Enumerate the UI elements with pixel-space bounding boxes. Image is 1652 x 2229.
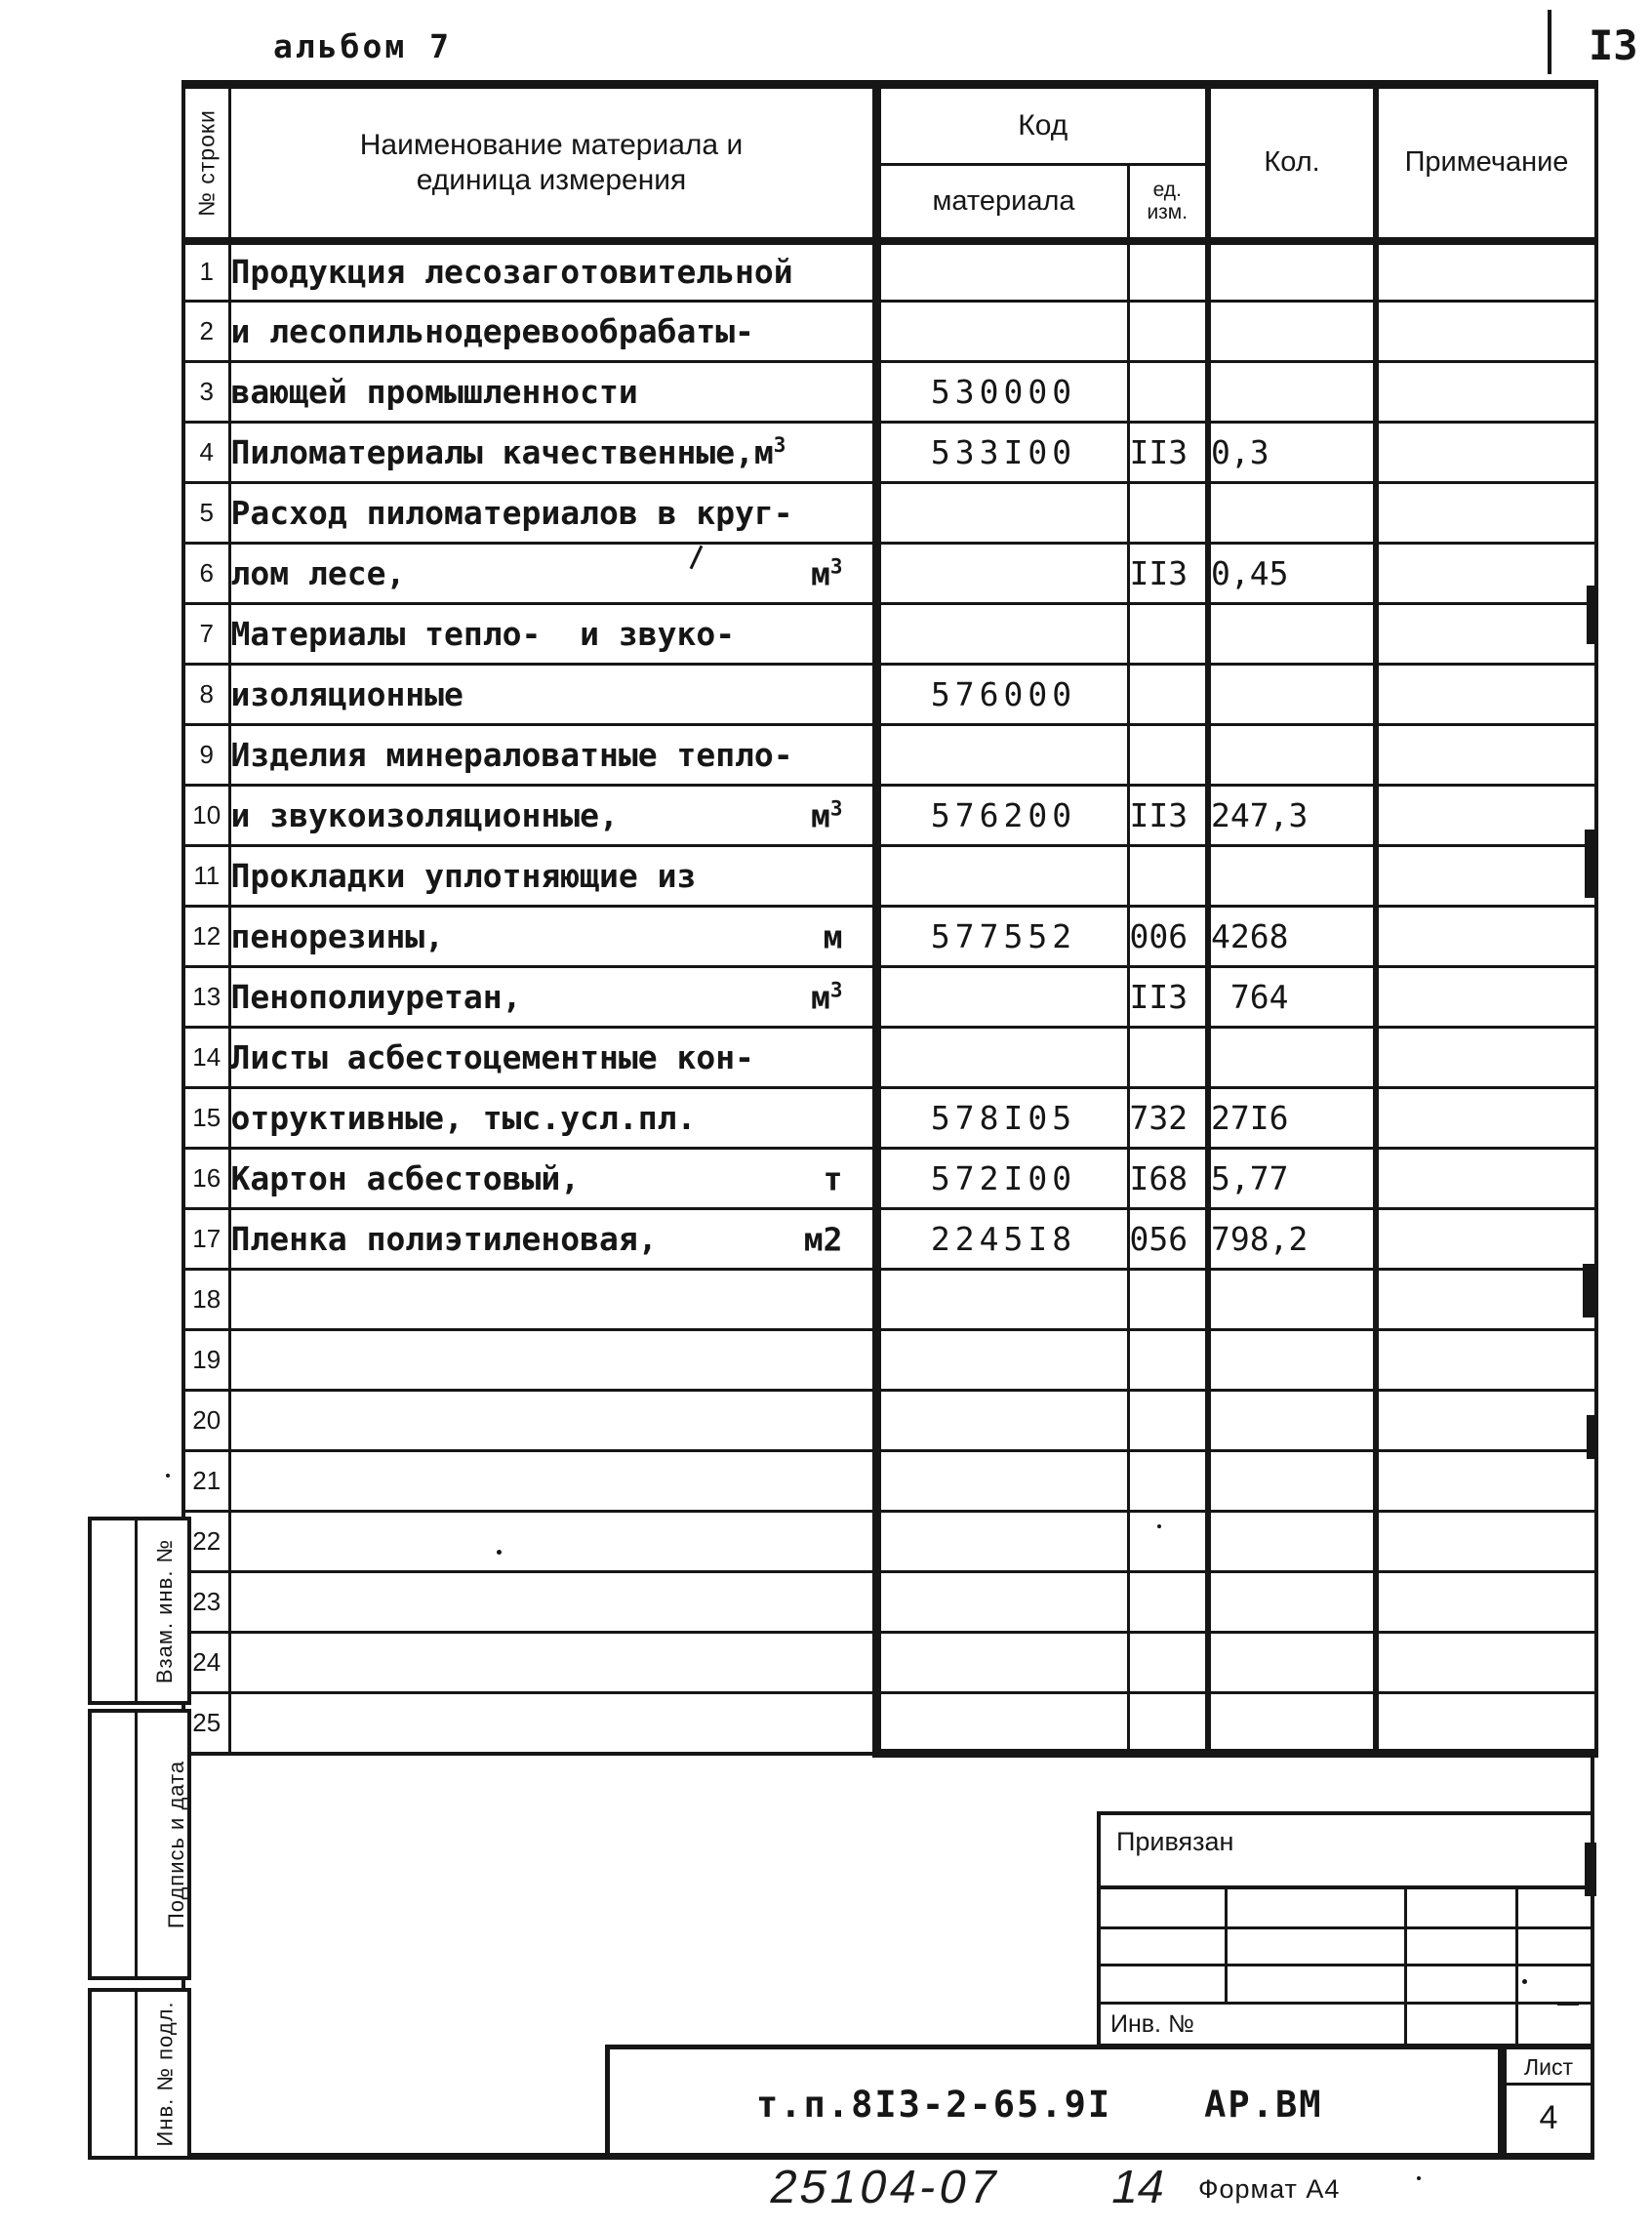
material-code	[876, 725, 1128, 786]
row-number: 14	[183, 1028, 229, 1088]
header-qty: Кол.	[1208, 85, 1376, 241]
note-cell	[1376, 1088, 1596, 1149]
material-name	[229, 1451, 876, 1512]
note-cell	[1376, 1149, 1596, 1209]
material-name: вающей промышленности	[229, 362, 876, 423]
quantity	[1208, 1451, 1376, 1512]
quantity	[1208, 1572, 1376, 1633]
unit-code	[1128, 1028, 1208, 1088]
material-name: отруктивные, тыс.усл.пл.	[229, 1088, 876, 1149]
header-material-name-line2: единица измерения	[416, 163, 687, 196]
page-number-tick	[1548, 10, 1551, 74]
material-name: Прокладки уплотняющие из	[229, 846, 876, 907]
row-number: 12	[183, 907, 229, 967]
row-number: 25	[183, 1693, 229, 1754]
header-row-no	[183, 85, 229, 241]
unit-code: II3	[1128, 544, 1208, 604]
quantity	[1208, 1270, 1376, 1330]
binding-cell	[1101, 1926, 1225, 1964]
quantity	[1208, 362, 1376, 423]
note-cell	[1376, 1209, 1596, 1270]
material-name: Расход пиломатериалов в круг-	[229, 483, 876, 544]
table-row	[183, 604, 1596, 665]
material-name	[229, 1633, 876, 1693]
row-number: 10	[183, 786, 229, 846]
note-cell	[1376, 1633, 1596, 1693]
quantity: 764	[1208, 967, 1376, 1028]
note-cell	[1376, 1270, 1596, 1330]
quantity	[1208, 846, 1376, 907]
row-number: 16	[183, 1149, 229, 1209]
quantity: 4268	[1208, 907, 1376, 967]
binding-cell	[1404, 2002, 1515, 2044]
material-name: Картон асбестовый, т	[229, 1149, 876, 1209]
quantity	[1208, 665, 1376, 725]
material-unit: $м^3$	[810, 978, 843, 1016]
material-code	[876, 544, 1128, 604]
binding-cell	[1515, 1926, 1591, 1964]
row-number: 2	[183, 302, 229, 362]
handwritten-sheet: 14	[1107, 2162, 1171, 2213]
table-row	[183, 1391, 1596, 1451]
binding-cell	[1225, 1889, 1404, 1926]
material-name	[229, 1693, 876, 1754]
note-cell	[1376, 967, 1596, 1028]
scan-dot	[1522, 1979, 1527, 1984]
table-row	[183, 483, 1596, 544]
unit-code	[1128, 483, 1208, 544]
table-row	[183, 1149, 1596, 1209]
material-name: Изделия минераловатные тепло-	[229, 725, 876, 786]
quantity	[1208, 483, 1376, 544]
quantity: 5,77	[1208, 1149, 1376, 1209]
unit-code: II3	[1128, 967, 1208, 1028]
table-body	[183, 241, 1596, 1754]
note-cell	[1376, 846, 1596, 907]
table-row	[183, 907, 1596, 967]
note-cell	[1376, 423, 1596, 483]
scan-mark	[1557, 2003, 1579, 2006]
header-unit-line2: изм.	[1147, 201, 1189, 224]
row-number: 13	[183, 967, 229, 1028]
quantity: 27I6	[1208, 1088, 1376, 1149]
material-code	[876, 1028, 1128, 1088]
material-code	[876, 1693, 1128, 1754]
quantity	[1208, 302, 1376, 362]
quantity	[1208, 725, 1376, 786]
unit-code	[1128, 362, 1208, 423]
unit-code	[1128, 1572, 1208, 1633]
unit-code	[1128, 1391, 1208, 1451]
binding-cell	[1404, 1964, 1515, 2002]
table-row	[183, 967, 1596, 1028]
row-number: 22	[183, 1512, 229, 1572]
sheet-label: Лист	[1507, 2049, 1591, 2086]
binding-cell	[1515, 2002, 1591, 2044]
row-number: 3	[183, 362, 229, 423]
unit-code: II3	[1128, 786, 1208, 846]
table-row	[183, 1330, 1596, 1391]
quantity	[1208, 1512, 1376, 1572]
sheet-box	[1503, 2046, 1594, 2160]
material-code: 578I05	[876, 1088, 1128, 1149]
unit-code	[1128, 1633, 1208, 1693]
unit-code	[1128, 1693, 1208, 1754]
table-row	[183, 1512, 1596, 1572]
material-unit: т	[823, 1159, 843, 1197]
unit-code	[1128, 1512, 1208, 1572]
quantity	[1208, 241, 1376, 302]
material-code: 576000	[876, 665, 1128, 725]
note-cell	[1376, 1330, 1596, 1391]
note-cell	[1376, 1391, 1596, 1451]
material-name	[229, 1270, 876, 1330]
note-cell	[1376, 786, 1596, 846]
material-name: пенорезины, м	[229, 907, 876, 967]
quantity: 0,45	[1208, 544, 1376, 604]
material-code	[876, 1572, 1128, 1633]
material-code	[876, 1391, 1128, 1451]
row-number: 19	[183, 1330, 229, 1391]
materials-table	[181, 80, 1598, 1758]
table-header	[183, 85, 1596, 241]
material-name: изоляционные	[229, 665, 876, 725]
stamp-signature-date-label: Подпись и дата	[164, 1760, 189, 1929]
material-code	[876, 967, 1128, 1028]
unit-code	[1128, 665, 1208, 725]
note-cell	[1376, 725, 1596, 786]
material-code	[876, 1330, 1128, 1391]
material-unit: м	[823, 917, 843, 955]
table-row	[183, 1270, 1596, 1330]
unit-code	[1128, 1270, 1208, 1330]
unit-code: 732	[1128, 1088, 1208, 1149]
material-unit: м2	[803, 1220, 843, 1258]
material-name: Пиломатериалы $качественные,м^3$	[229, 423, 876, 483]
material-name: Листы асбестоцементные кон-	[229, 1028, 876, 1088]
scan-dot	[166, 1474, 170, 1478]
scan-mark	[1587, 1415, 1596, 1459]
header-note: Примечание	[1376, 85, 1596, 241]
material-code	[876, 241, 1128, 302]
binding-cell	[1225, 1926, 1404, 1964]
table-row	[183, 1028, 1596, 1088]
row-number: 11	[183, 846, 229, 907]
table-row	[183, 1451, 1596, 1512]
scan-dot	[1417, 2176, 1421, 2180]
material-unit: $м^3$	[810, 554, 843, 592]
scan-mark	[1583, 1264, 1595, 1317]
material-code: 577552	[876, 907, 1128, 967]
material-code	[876, 302, 1128, 362]
unit-code	[1128, 1451, 1208, 1512]
quantity	[1208, 604, 1376, 665]
stamp-original-inventory	[88, 1988, 191, 2160]
binding-cell	[1101, 1889, 1225, 1926]
row-number: 17	[183, 1209, 229, 1270]
scan-dot	[1157, 1524, 1161, 1528]
table-row	[183, 362, 1596, 423]
table-row	[183, 1572, 1596, 1633]
material-name	[229, 1391, 876, 1451]
material-name: и звукоизоляционные, $м^3$	[229, 786, 876, 846]
unit-code	[1128, 302, 1208, 362]
unit-code	[1128, 241, 1208, 302]
stamp-divider	[135, 1713, 138, 1976]
scan-mark	[1585, 1843, 1596, 1896]
table-row	[183, 1633, 1596, 1693]
material-code: 2245I8	[876, 1209, 1128, 1270]
binding-cell	[1225, 1964, 1404, 2002]
page-number: I3	[1589, 21, 1638, 69]
row-number: 5	[183, 483, 229, 544]
stamp-original-inventory-label: Инв. № подл.	[152, 2001, 178, 2147]
material-name: Продукция лесозаготовительной	[229, 241, 876, 302]
material-code	[876, 1270, 1128, 1330]
material-code	[876, 483, 1128, 544]
binding-grid	[1101, 1889, 1591, 2044]
table-row	[183, 1209, 1596, 1270]
unit-code: 056	[1128, 1209, 1208, 1270]
binding-label: Привязан	[1101, 1815, 1591, 1889]
note-cell	[1376, 241, 1596, 302]
row-number: 7	[183, 604, 229, 665]
scan-dot	[497, 1550, 502, 1555]
scan-mark	[1587, 586, 1598, 644]
material-unit: $м^3$	[810, 796, 843, 834]
table-row	[183, 1693, 1596, 1754]
header-material-name-line1: Наименование материала и	[359, 128, 744, 161]
note-cell	[1376, 1512, 1596, 1572]
material-name: лом лесе, $м^3$	[229, 544, 876, 604]
unit-code: 006	[1128, 907, 1208, 967]
material-code	[876, 1451, 1128, 1512]
note-cell	[1376, 544, 1596, 604]
binding-cell	[1404, 1889, 1515, 1926]
row-number: 15	[183, 1088, 229, 1149]
table-row	[183, 544, 1596, 604]
row-number: 4	[183, 423, 229, 483]
table-row	[183, 786, 1596, 846]
quantity: 247,3	[1208, 786, 1376, 846]
quantity	[1208, 1633, 1376, 1693]
quantity	[1208, 1693, 1376, 1754]
material-name	[229, 1330, 876, 1391]
header-row-no-label: № строки	[193, 108, 220, 217]
material-code: 576200	[876, 786, 1128, 846]
stamp-divider	[135, 1520, 138, 1701]
header-code: Код	[876, 85, 1208, 165]
material-code	[876, 1633, 1128, 1693]
material-code: 530000	[876, 362, 1128, 423]
quantity	[1208, 1028, 1376, 1088]
quantity	[1208, 1330, 1376, 1391]
material-name: Пенополиуретан, $м^3$	[229, 967, 876, 1028]
table-row	[183, 846, 1596, 907]
sheet-number: 4	[1539, 2099, 1558, 2136]
row-number: 21	[183, 1451, 229, 1512]
row-number: 8	[183, 665, 229, 725]
unit-code: I68	[1128, 1149, 1208, 1209]
scan-mark	[1585, 830, 1597, 898]
material-name	[229, 1512, 876, 1572]
header-unit-code	[1128, 165, 1208, 241]
quantity: 0,3	[1208, 423, 1376, 483]
table-row	[183, 665, 1596, 725]
material-name: и лесопильнодеревообрабаты-	[229, 302, 876, 362]
handwritten-number: 25104-07	[765, 2162, 1006, 2213]
title-bar	[605, 2045, 1503, 2160]
material-code	[876, 846, 1128, 907]
material-code	[876, 604, 1128, 665]
stamp-signature-date	[88, 1709, 191, 1980]
note-cell	[1376, 907, 1596, 967]
quantity: 798,2	[1208, 1209, 1376, 1270]
note-cell	[1376, 302, 1596, 362]
stamp-replacement-inventory-label: Взам. инв. №	[152, 1538, 178, 1683]
note-cell	[1376, 665, 1596, 725]
table-row	[183, 423, 1596, 483]
table-row	[183, 241, 1596, 302]
row-number: 18	[183, 1270, 229, 1330]
unit-code	[1128, 846, 1208, 907]
material-name: Материалы тепло- и звуко-	[229, 604, 876, 665]
table-row	[183, 725, 1596, 786]
material-code: 572I00	[876, 1149, 1128, 1209]
note-cell	[1376, 1451, 1596, 1512]
unit-code	[1128, 604, 1208, 665]
row-number: 23	[183, 1572, 229, 1633]
row-number: 20	[183, 1391, 229, 1451]
binding-cell	[1404, 1926, 1515, 1964]
binding-cell	[1515, 1889, 1591, 1926]
unit-code	[1128, 725, 1208, 786]
row-number: 6	[183, 544, 229, 604]
note-cell	[1376, 483, 1596, 544]
quantity	[1208, 1391, 1376, 1451]
row-number: 1	[183, 241, 229, 302]
stamp-divider	[135, 1992, 138, 2156]
document-number: т.п.8I3-2-65.9I	[756, 2084, 1112, 2126]
table-row	[183, 302, 1596, 362]
unit-code	[1128, 1330, 1208, 1391]
stamp-replacement-inventory	[88, 1517, 191, 1705]
note-cell	[1376, 1693, 1596, 1754]
document-code: АР.ВМ	[1204, 2084, 1323, 2126]
binding-cell	[1101, 1964, 1225, 2002]
row-number: 24	[183, 1633, 229, 1693]
format-label: Формат А4	[1198, 2174, 1341, 2204]
binding-block	[1097, 1811, 1594, 2047]
note-cell	[1376, 362, 1596, 423]
unit-code: II3	[1128, 423, 1208, 483]
album-label: альбом 7	[273, 27, 452, 65]
material-name: Пленка полиэтиленовая, м2	[229, 1209, 876, 1270]
material-code	[876, 1512, 1128, 1572]
binding-inventory-label: Инв. №	[1101, 2002, 1404, 2044]
note-cell	[1376, 1028, 1596, 1088]
header-unit-line1: ед.	[1152, 179, 1182, 202]
material-code: 533I00	[876, 423, 1128, 483]
table-row	[183, 1088, 1596, 1149]
header-material-name	[229, 85, 876, 241]
note-cell	[1376, 1572, 1596, 1633]
row-number: 9	[183, 725, 229, 786]
header-code-material: материала	[876, 165, 1128, 241]
material-name	[229, 1572, 876, 1633]
note-cell	[1376, 604, 1596, 665]
